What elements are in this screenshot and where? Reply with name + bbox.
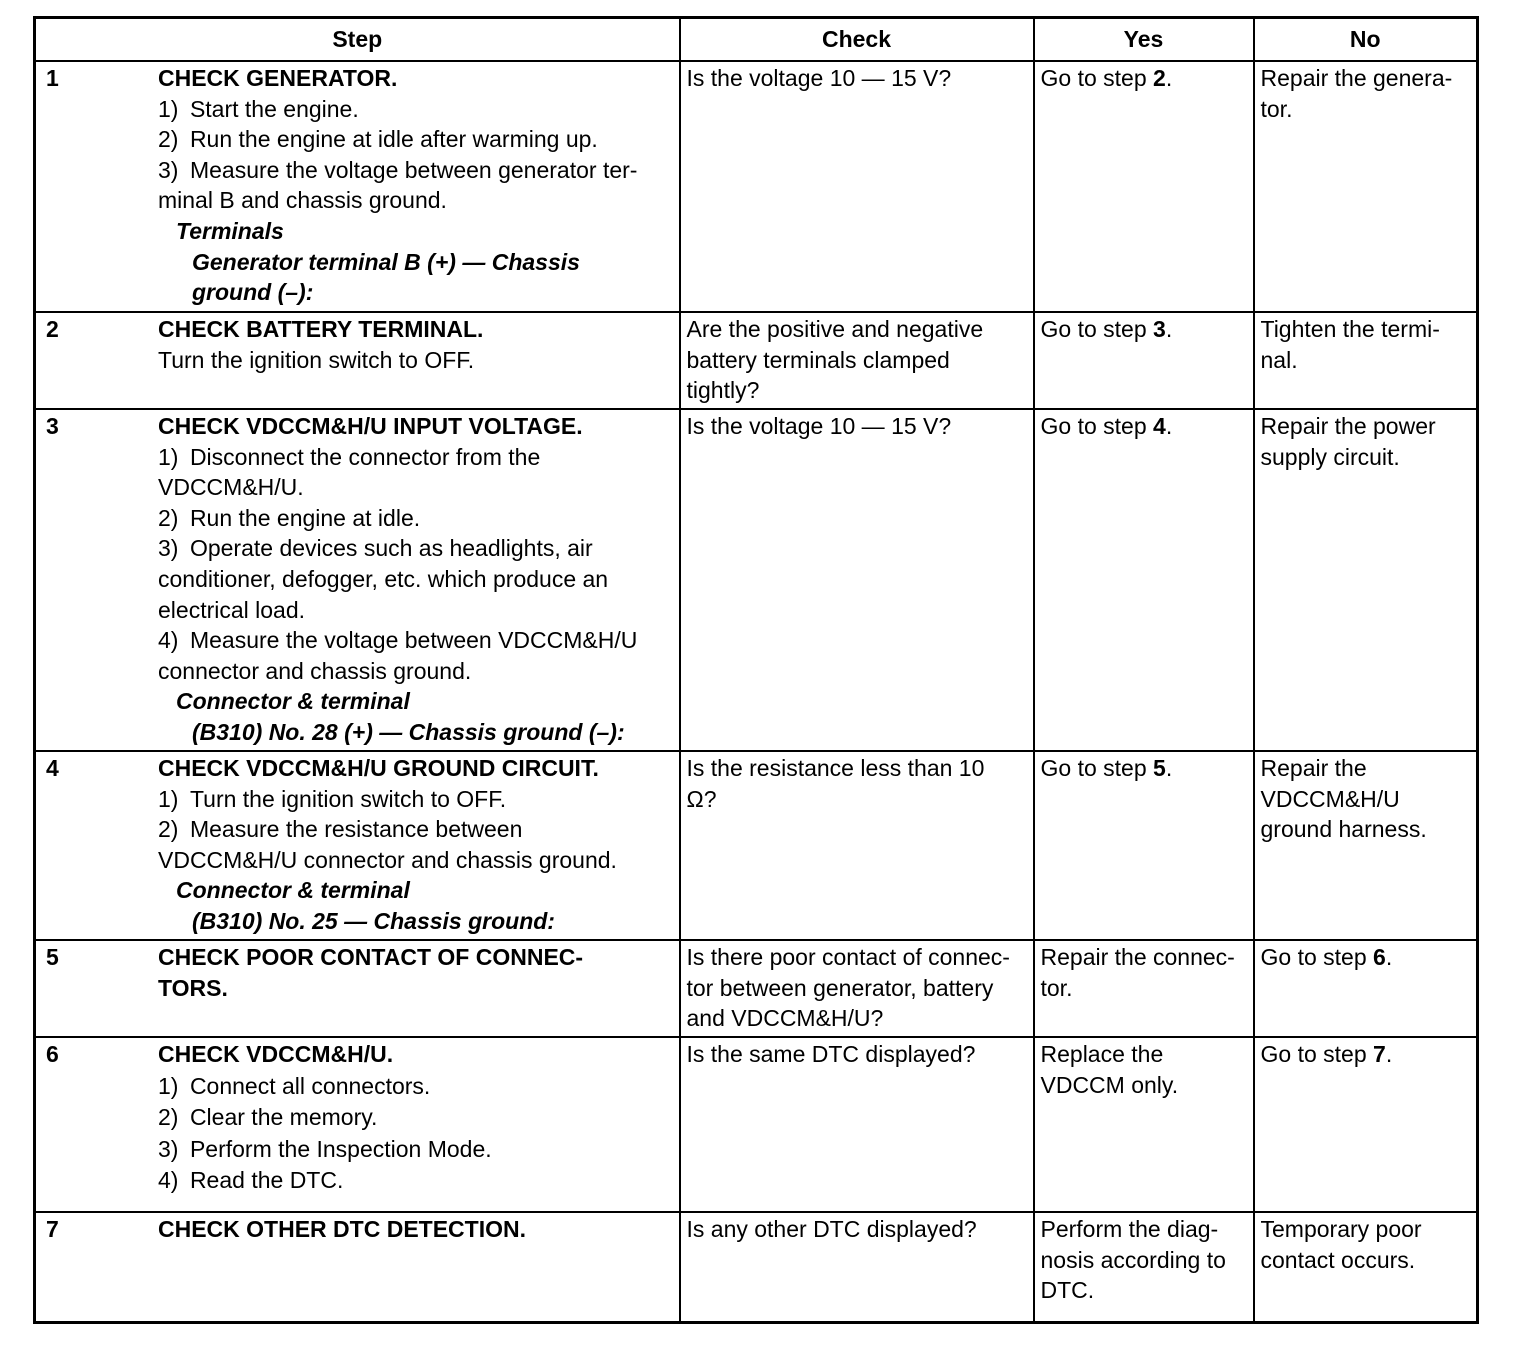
yes-cell: Go to step 5. (1034, 751, 1254, 940)
step-title: CHECK OTHER DTC DETECTION. (158, 1216, 526, 1242)
check-cell: Is the same DTC displayed? (680, 1037, 1034, 1212)
no-cell: Go to step 7. (1254, 1037, 1478, 1212)
yes-cell: Repair the connec- tor. (1034, 940, 1254, 1037)
step-line: 1) Start the engine. (158, 95, 359, 122)
step-number: 6 (46, 1041, 59, 1067)
step-line: 3) Measure the voltage between generator ter- (158, 156, 638, 183)
no-cell: Tighten the termi- nal. (1254, 312, 1478, 409)
step-line: 1) Turn the ignition switch to OFF. (158, 785, 507, 812)
connector-spec: (B310) No. 28 (+) — Chassis ground (–): (192, 718, 625, 745)
step-title: CHECK GENERATOR. (158, 65, 398, 91)
step-cell (35, 409, 680, 751)
yes-cell: Go to step 2. (1034, 61, 1254, 312)
step-line: Turn the ignition switch to OFF. (158, 346, 475, 373)
step-title: TORS. (158, 974, 228, 1001)
step-line: 1) Connect all connectors. (158, 1072, 431, 1099)
check-cell: Is the voltage 10 — 15 V? (680, 61, 1034, 312)
diagnostic-table (33, 16, 1479, 1324)
step-line: VDCCM&H/U connector and chassis ground. (158, 846, 617, 873)
step-cell (35, 940, 680, 1037)
terminals-heading: Terminals (176, 217, 284, 244)
step-title: CHECK VDCCM&H/U. (158, 1041, 394, 1067)
check-cell: Is the voltage 10 — 15 V? (680, 409, 1034, 751)
step-line: 4) Read the DTC. (158, 1167, 344, 1193)
step-line: 3) Operate devices such as headlights, air (158, 535, 593, 562)
step-line: 1) Disconnect the connector from the (158, 443, 541, 470)
yes-cell: Go to step 4. (1034, 409, 1254, 751)
table-row (35, 1212, 1478, 1322)
yes-cell: Replace the VDCCM only. (1034, 1037, 1254, 1212)
step-line: 2) Run the engine at idle. (158, 504, 421, 531)
step-line: minal B and chassis ground. (158, 187, 447, 214)
diagnostic-table-sheet (33, 16, 1476, 1324)
header-check: Check (680, 18, 1034, 62)
header-row (35, 18, 1478, 62)
yes-cell: Go to step 3. (1034, 312, 1254, 409)
table-row (35, 1037, 1478, 1212)
step-number: 5 (46, 944, 59, 970)
step-cell (35, 1212, 680, 1322)
step-line: 3) Perform the Inspection Mode. (158, 1135, 492, 1162)
no-cell: Repair the genera- tor. (1254, 61, 1478, 312)
yes-cell: Perform the diag- nosis according to DTC. (1034, 1212, 1254, 1322)
step-line: 2) Clear the memory. (158, 1104, 378, 1130)
step-title: CHECK VDCCM&H/U INPUT VOLTAGE. (158, 413, 583, 439)
step-cell (35, 751, 680, 940)
connector-heading: Connector & terminal (176, 688, 410, 715)
table-row (35, 312, 1478, 409)
header-step: Step (35, 18, 680, 62)
step-line: VDCCM&H/U. (158, 474, 304, 501)
step-number: 7 (46, 1216, 59, 1242)
connector-spec: (B310) No. 25 — Chassis ground: (192, 907, 555, 934)
step-title: CHECK POOR CONTACT OF CONNEC- (158, 944, 584, 970)
step-number: 3 (46, 413, 59, 439)
no-cell: Repair the VDCCM&H/U ground harness. (1254, 751, 1478, 940)
terminals-spec: ground (–): (192, 279, 314, 306)
table-row (35, 751, 1478, 940)
step-line: 2) Measure the resistance between (158, 816, 523, 843)
step-line: conditioner, defogger, etc. which produce an (158, 565, 609, 592)
no-cell: Repair the power supply circuit. (1254, 409, 1478, 751)
check-cell: Is there poor contact of connec- tor between generator, battery and VDCCM&H/U? (680, 940, 1034, 1037)
step-number: 2 (46, 316, 59, 342)
step-cell (35, 61, 680, 312)
step-number: 1 (46, 65, 59, 91)
header-no: No (1254, 18, 1478, 62)
connector-heading: Connector & terminal (176, 877, 410, 904)
step-cell (35, 1037, 680, 1212)
step-line: electrical load. (158, 596, 306, 623)
table-row (35, 61, 1478, 312)
step-line: connector and chassis ground. (158, 657, 472, 684)
terminals-spec: Generator terminal B (+) — Chassis (192, 248, 580, 275)
step-line: 2) Run the engine at idle after warming up. (158, 126, 598, 153)
check-cell: Is any other DTC displayed? (680, 1212, 1034, 1322)
header-yes: Yes (1034, 18, 1254, 62)
table-row (35, 409, 1478, 751)
step-title: CHECK VDCCM&H/U GROUND CIRCUIT. (158, 755, 599, 781)
step-title: CHECK BATTERY TERMINAL. (158, 316, 484, 342)
no-cell: Go to step 6. (1254, 940, 1478, 1037)
step-line: 4) Measure the voltage between VDCCM&H/U (158, 627, 638, 654)
no-cell: Temporary poor contact occurs. (1254, 1212, 1478, 1322)
step-cell (35, 312, 680, 409)
step-number: 4 (46, 755, 59, 781)
check-cell: Is the resistance less than 10 Ω? (680, 751, 1034, 940)
table-row (35, 940, 1478, 1037)
check-cell: Are the positive and negative battery terminals clamped tightly? (680, 312, 1034, 409)
